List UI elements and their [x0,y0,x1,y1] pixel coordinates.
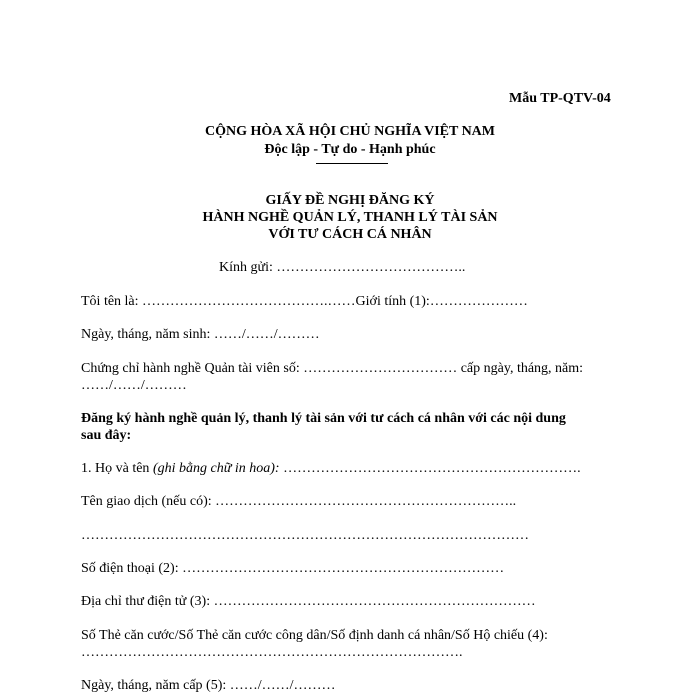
birth-date-line: Ngày, tháng, năm sinh: ……/……/……… [81,327,320,342]
title-line-3: VỚI TƯ CÁCH CÁ NHÂN [268,227,432,242]
certificate-line: Chứng chỉ hành nghề Quản tài viên số: …………………………… cấp ngày, tháng, năm: [81,361,584,376]
email-line: Địa chỉ thư điện tử (3): …………………………………………………………… [81,594,536,609]
recipient-line: Kính gửi: ………………………………….. [219,260,466,275]
id-number-dots: ………………………………………………………………………. [81,645,463,660]
form-code: Mẫu TP-QTV-04 [509,91,611,106]
trade-name-line: Tên giao dịch (nếu có): ……………………………………………………….. [81,494,517,509]
header-divider [316,163,388,164]
phone-line: Số điện thoại (2): …………………………………………………………… [81,561,505,576]
section-heading-line-2: sau đây: [81,428,132,443]
issue-date-line: Ngày, tháng, năm cấp (5): ……/……/……… [81,678,336,693]
full-name-line [81,460,581,477]
trade-name-continuation: …………………………………………………………………………………… [81,528,529,543]
section-heading-line-1: Đăng ký hành nghề quản lý, thanh lý tài sản với tư cách cá nhân với các nội dung [81,411,566,426]
full-name-hint: (ghi bằng chữ in hoa): [152,461,280,476]
full-name-dots: ………………………………………………………. [279,461,581,476]
national-motto: Độc lập - Tự do - Hạnh phúc [264,142,436,157]
certificate-date-line: ……/……/……… [81,378,187,393]
country-name: CỘNG HÒA XÃ HỘI CHỦ NGHĨA VIỆT NAM [204,124,495,139]
id-number-line: Số Thẻ căn cước/Số Thẻ căn cước công dân/Số định danh cá nhân/Số Hộ chiếu (4): [81,628,548,643]
name-gender-line: Tôi tên là: ………………………………….……Giới tính (1):………………… [81,294,528,309]
title-line-2: HÀNH NGHỀ QUẢN LÝ, THANH LÝ TÀI SẢN [202,210,498,225]
title-line-1: GIẤY ĐỀ NGHỊ ĐĂNG KÝ [265,193,435,208]
full-name-label: 1. Họ và tên [81,461,153,476]
